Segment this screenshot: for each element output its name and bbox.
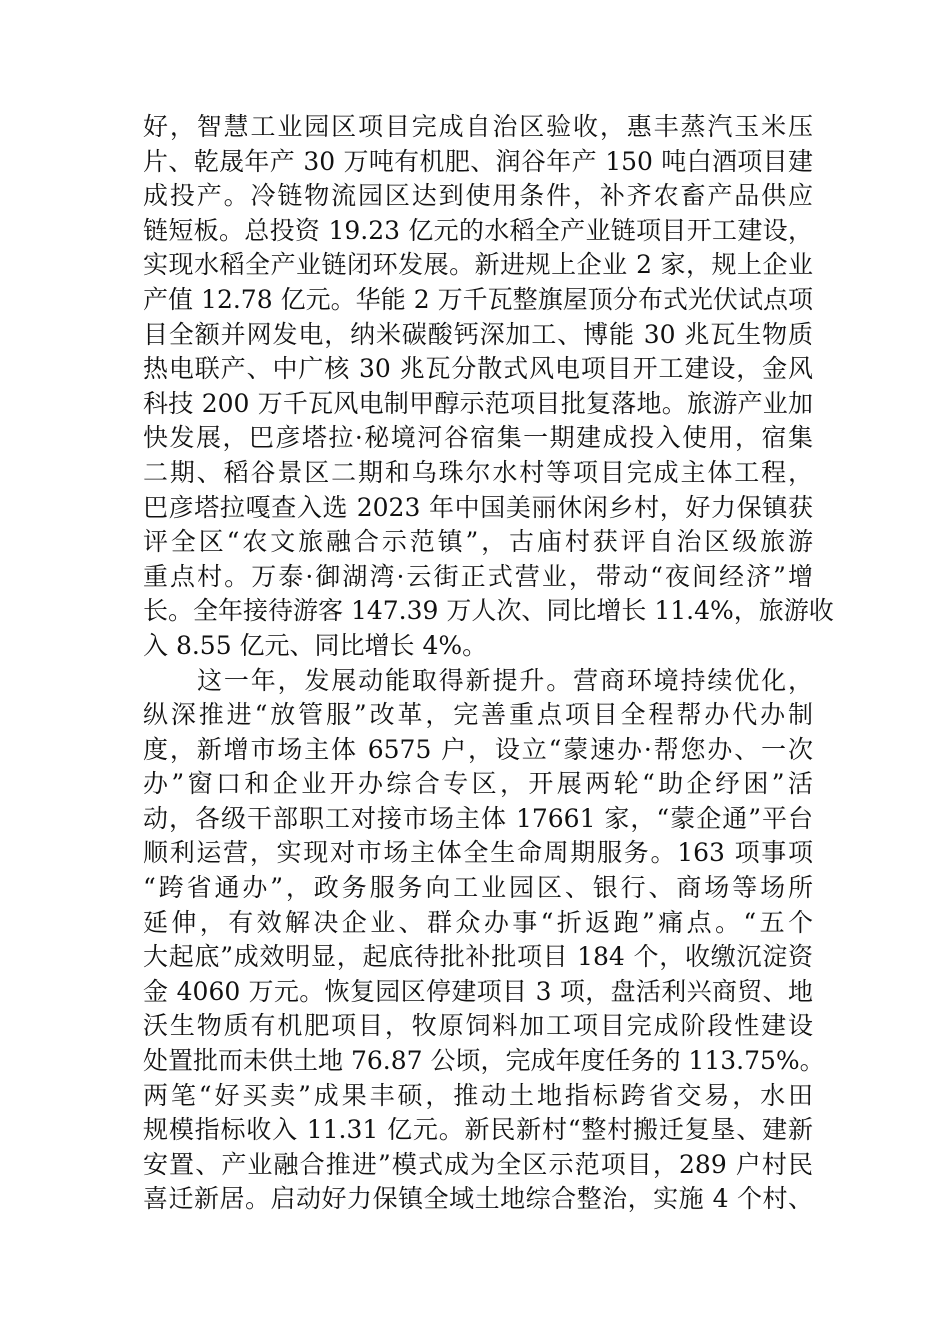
text-line: 长。全年接待游客 147.39 万人次、同比增长 11.4%，旅游收 [143, 596, 834, 626]
text-line: 度，新增市场主体 6575 户，设立“蒙速办·帮您办、一次 [143, 734, 813, 764]
text-line: 目全额并网发电，纳米碳酸钙深加工、博能 30 兆瓦生物质 [143, 319, 813, 349]
text-line: 快发展，巴彦塔拉·秘境河谷宿集一期建成投入使用，宿集 [143, 423, 813, 453]
text-line: 规模指标收入 11.31 亿元。新民新村“整村搬迁复垦、建新 [143, 1115, 813, 1145]
text-line: 二期、稻谷景区二期和乌珠尔水村等项目完成主体工程， [143, 457, 813, 487]
text-line: 安置、产业融合推进”模式成为全区示范项目，289 户村民 [143, 1149, 813, 1179]
text-line: 两笔“好买卖”成果丰硕，推动土地指标跨省交易，水田 [143, 1080, 813, 1110]
text-line: 重点村。万泰·御湖湾·云街正式营业，带动“夜间经济”增 [143, 561, 813, 591]
text-line: 链短板。总投资 19.23 亿元的水稻全产业链项目开工建设， [143, 215, 813, 245]
text-line: 延伸，有效解决企业、群众办事“折返跑”痛点。“五个 [143, 907, 813, 937]
text-line: 金 4060 万元。恢复园区停建项目 3 项，盘活利兴商贸、地 [143, 976, 813, 1006]
text-line: 沃生物质有机肥项目，牧原饲料加工项目完成阶段性建设 [143, 1011, 813, 1041]
text-line: “跨省通办”，政务服务向工业园区、银行、商场等场所 [143, 873, 813, 903]
text-line: 纵深推进“放管服”改革，完善重点项目全程帮办代办制 [143, 700, 813, 730]
text-line: 大起底”成效明显，起底待批补批项目 184 个，收缴沉淀资 [143, 942, 813, 972]
text-line: 巴彦塔拉嘎查入选 2023 年中国美丽休闲乡村，好力保镇获 [143, 492, 813, 522]
text-line: 动，各级干部职工对接市场主体 17661 家，“蒙企通”平台 [143, 803, 813, 833]
paragraph [143, 110, 834, 664]
text-line: 评全区“农文旅融合示范镇”，古庙村获评自治区级旅游 [143, 527, 813, 557]
body-text [143, 110, 834, 1217]
text-line: 成投产。冷链物流园区达到使用条件，补齐农畜产品供应 [143, 181, 813, 211]
text-line: 处置批而未供土地 76.87 公顷，完成年度任务的 113.75%。 [143, 1046, 825, 1076]
text-line: 入 8.55 亿元、同比增长 4%。 [143, 630, 488, 660]
text-line: 片、乾晟年产 30 万吨有机肥、润谷年产 150 吨白酒项目建 [143, 146, 813, 176]
text-line: 好，智慧工业园区项目完成自治区验收，惠丰蒸汽玉米压 [143, 112, 813, 141]
text-line: 顺利运营，实现对市场主体全生命周期服务。163 项事项 [143, 838, 813, 868]
text-line: 喜迁新居。启动好力保镇全域土地综合整治，实施 4 个村、 [143, 1184, 813, 1214]
text-line: 热电联产、中广核 30 兆瓦分散式风电项目开工建设，金风 [143, 354, 813, 384]
text-line: 这一年，发展动能取得新提升。营商环境持续优化， [197, 665, 813, 695]
text-line: 办”窗口和企业开办综合专区，开展两轮“助企纾困”活 [143, 769, 813, 799]
paragraph [143, 664, 825, 1218]
text-line: 实现水稻全产业链闭环发展。新进规上企业 2 家，规上企业 [143, 250, 813, 280]
text-line: 产值 12.78 亿元。华能 2 万千瓦整旗屋顶分布式光伏试点项 [143, 284, 813, 314]
text-line: 科技 200 万千瓦风电制甲醇示范项目批复落地。旅游产业加 [143, 388, 813, 418]
